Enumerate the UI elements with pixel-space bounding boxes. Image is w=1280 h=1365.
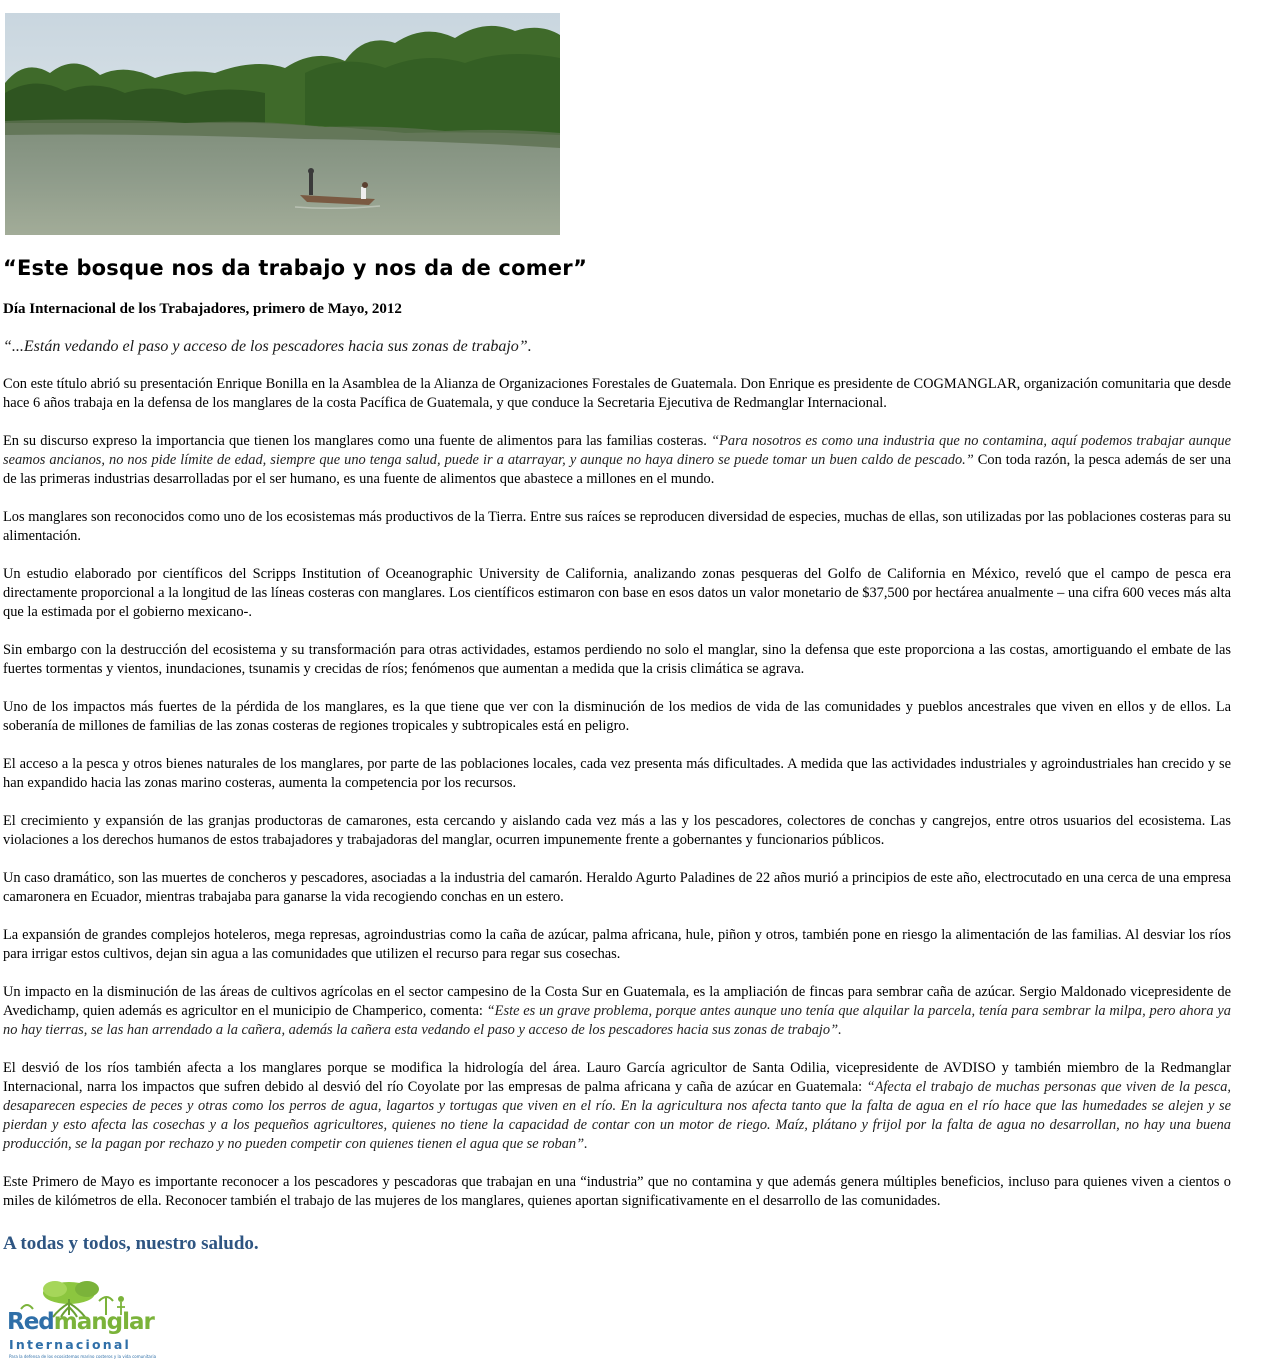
paragraph <box>3 869 1231 907</box>
paragraph <box>3 641 1231 679</box>
inline-quote: “Afecta el trabajo de muchas personas que viven de la pesca, desaparecen especies de peces y otras como los perros de agua, lagartos y tortugas que viven en el río. En la agricultura nos afecta tanto que la falta de agua en el río hace que las humedades se alejen y se pierdan y esto afecta las cosechas y a los pequeños agricultores, quienes no tiene la capacidad de contar con un motor de riego. Maíz, plátano y frijol por la falta de agua no desarrollan, no hay una buena producción, se la pagan por rechazo y no pueden competir con quienes tienen el agua que se roban”. <box>3 1079 1231 1152</box>
article-body <box>3 375 1231 1211</box>
paragraph <box>3 432 1231 489</box>
paragraph-text: Un impacto en la disminución de las áreas de cultivos agrícolas en el sector campesino de la Costa Sur en Guatemala, es la ampliación de fincas para sembrar caña de azúcar. Sergio Maldonado vicepresidente de Avedichamp, quien además es agricultor en el municipio de Champerico, comenta: <box>3 984 1231 1019</box>
paragraph <box>3 698 1231 736</box>
paragraph-text: Un caso dramático, son las muertes de concheros y pescadores, asociadas a la industria del camarón. Heraldo Agurto Paladines de 22 años murió a principios de este año, electrocutado en una cerca de una empresa camaronera en Ecuador, mientras trabajaba para ganarse la vida recogiendo conchas en un estero. <box>3 870 1231 905</box>
paragraph-text: Los manglares son reconocidos como uno de los ecosistemas más productivos de la Tierra. Entre sus raíces se reproducen diversidad de especies, muchas de ellas, son utilizadas por las poblaciones costeras para su alimentación. <box>3 509 1231 544</box>
lead-quote: “...Están vedando el paso y acceso de los pescadores hacia sus zonas de trabajo”. <box>3 338 532 355</box>
paragraph-text: Sin embargo con la destrucción del ecosistema y su transformación para otras actividades, estamos perdiendo no solo el manglar, sino la defensa que este proporciona a las costas, amortiguando el embate de las fuertes tormentas y vientos, inundaciones, tsunamis y crecidas de ríos; fenómenos que aumentan a medida que la crisis climática se agrava. <box>3 642 1231 677</box>
paragraph <box>3 755 1231 793</box>
paragraph-text: Con toda razón, la pesca además de ser una de las primeras industrias desarrolladas por el ser humano, es una fuente de alimentos que abastece a millones en el mundo. <box>3 452 1231 487</box>
paragraph-text: El crecimiento y expansión de las granjas productoras de camarones, esta cercando y aislando cada vez más a las y los pescadores, colectores de conchas y cangrejos, entre otros usuarios del ecosistema. Las violaciones a los derechos humanos de estos trabajadores y trabajadoras del manglar, ocurren impunemente frente a gobernantes y funcionarios públicos. <box>3 813 1231 848</box>
inline-quote: “Este es un grave problema, porque antes aunque uno tenía que alquilar la parcela, tenía para sembrar la milpa, pero ahora ya no hay tierras, se las han arrendado a la cañera, además la cañera esta vedando el paso y acceso de los pescadores hacia sus zonas de trabajo”. <box>3 1003 1231 1038</box>
paragraph-text: Un estudio elaborado por científicos del Scripps Institution of Oceanographic University de California, analizando zonas pesqueras del Golfo de California en México, reveló que el campo de pesca era directamente proporcional a la longitud de las líneas costeras con manglares. Los científicos estimaron con base en esos datos un valor monetario de $37,500 por hectárea anualmente – una cifra 600 veces más alta que la estimada por el gobierno mexicano-. <box>3 566 1231 620</box>
article-title: “Este bosque nos da trabajo y nos da de comer” <box>3 256 588 280</box>
paragraph-text: El acceso a la pesca y otros bienes naturales de los manglares, por parte de las poblaciones locales, cada vez presenta más dificultades. A medida que las actividades industriales y agroindustriales han crecido y se han expandido hacia las zonas marino costeras, aumenta la competencia por los recursos. <box>3 756 1231 791</box>
logo-subtitle: Internacional <box>9 1337 132 1352</box>
inline-quote: “Para nosotros es como una industria que no contamina, aquí podemos trabajar aunque seamos ancianos, no nos pide límite de edad, siempre que uno tenga salud, puede ir a atarrayar, y aunque no haya dinero se puede tomar un buen caldo de pescado.” <box>3 433 1231 468</box>
logo-word-red: Red <box>7 1309 54 1335</box>
logo-word-manglar: manglar <box>53 1309 154 1335</box>
paragraph-text: El desvió de los ríos también afecta a los manglares porque se modifica la hidrología del área. Lauro García agricultor de Santa Odilia, vicepresidente de AVDISO y también miembro de la Redmanglar Internacional, narra los impactos que sufren debido al desvió del río Coyolate por las empresas de palma africana y caña de azúcar en Guatemala: <box>3 1060 1231 1095</box>
paragraph <box>3 1059 1231 1154</box>
paragraph <box>3 983 1231 1040</box>
paragraph-text: En su discurso expreso la importancia que tienen los manglares como una fuente de alimentos para las familias costeras. <box>3 433 712 449</box>
paragraph-text: Con este título abrió su presentación Enrique Bonilla en la Asamblea de la Alianza de Organizaciones Forestales de Guatemala. Don Enrique es presidente de COGMANGLAR, organización comunitaria que desde hace 6 años trabaja en la defensa de los manglares de la costa Pacífica de Guatemala, y que conduce la Secretaria Ejecutiva de Redmanglar Internacional. <box>3 376 1231 411</box>
closing-greeting: A todas y todos, nuestro saludo. <box>3 1233 259 1254</box>
paragraph-text: Uno de los impactos más fuertes de la pérdida de los manglares, es la que tiene que ver con la disminución de los medios de vida de las comunidades y pueblos ancestrales que viven en ellos y de ellos. La soberanía de millones de familias de las zonas costeras de regiones tropicales y subtropicales está en peligro. <box>3 699 1231 734</box>
logo-tagline: Para la defensa de los ecosistemas marino costeros y la vida comunitaria <box>9 1354 157 1359</box>
paragraph <box>3 926 1231 964</box>
paragraph <box>3 812 1231 850</box>
article-subtitle: Día Internacional de los Trabajadores, primero de Mayo, 2012 <box>3 301 402 317</box>
paragraph <box>3 565 1231 622</box>
logo-wordmark <box>7 1309 154 1335</box>
redmanglar-logo <box>7 1279 157 1361</box>
paragraph-text: La expansión de grandes complejos hoteleros, mega represas, agroindustrias como la caña de azúcar, palma africana, hule, piñon y otros, también pone en riesgo la alimentación de las familias. Al desviar los ríos para irrigar estos cultivos, dejan sin agua a las comunidades que utilizen el recurso para regar sus cosechas. <box>3 927 1231 962</box>
paragraph-text: Este Primero de Mayo es importante reconocer a los pescadores y pescadoras que trabajan en una “industria” que no contamina y que además genera múltiples beneficios, incluso para quienes viven a cientos o miles de kilómetros de ella. Reconocer también el trabajo de las mujeres de los manglares, quienes aportan significativamente en el desarrollo de las comunidades. <box>3 1174 1231 1209</box>
paragraph <box>3 375 1231 413</box>
hero-photo-mangrove-river <box>5 13 560 235</box>
paragraph <box>3 508 1231 546</box>
paragraph <box>3 1173 1231 1211</box>
